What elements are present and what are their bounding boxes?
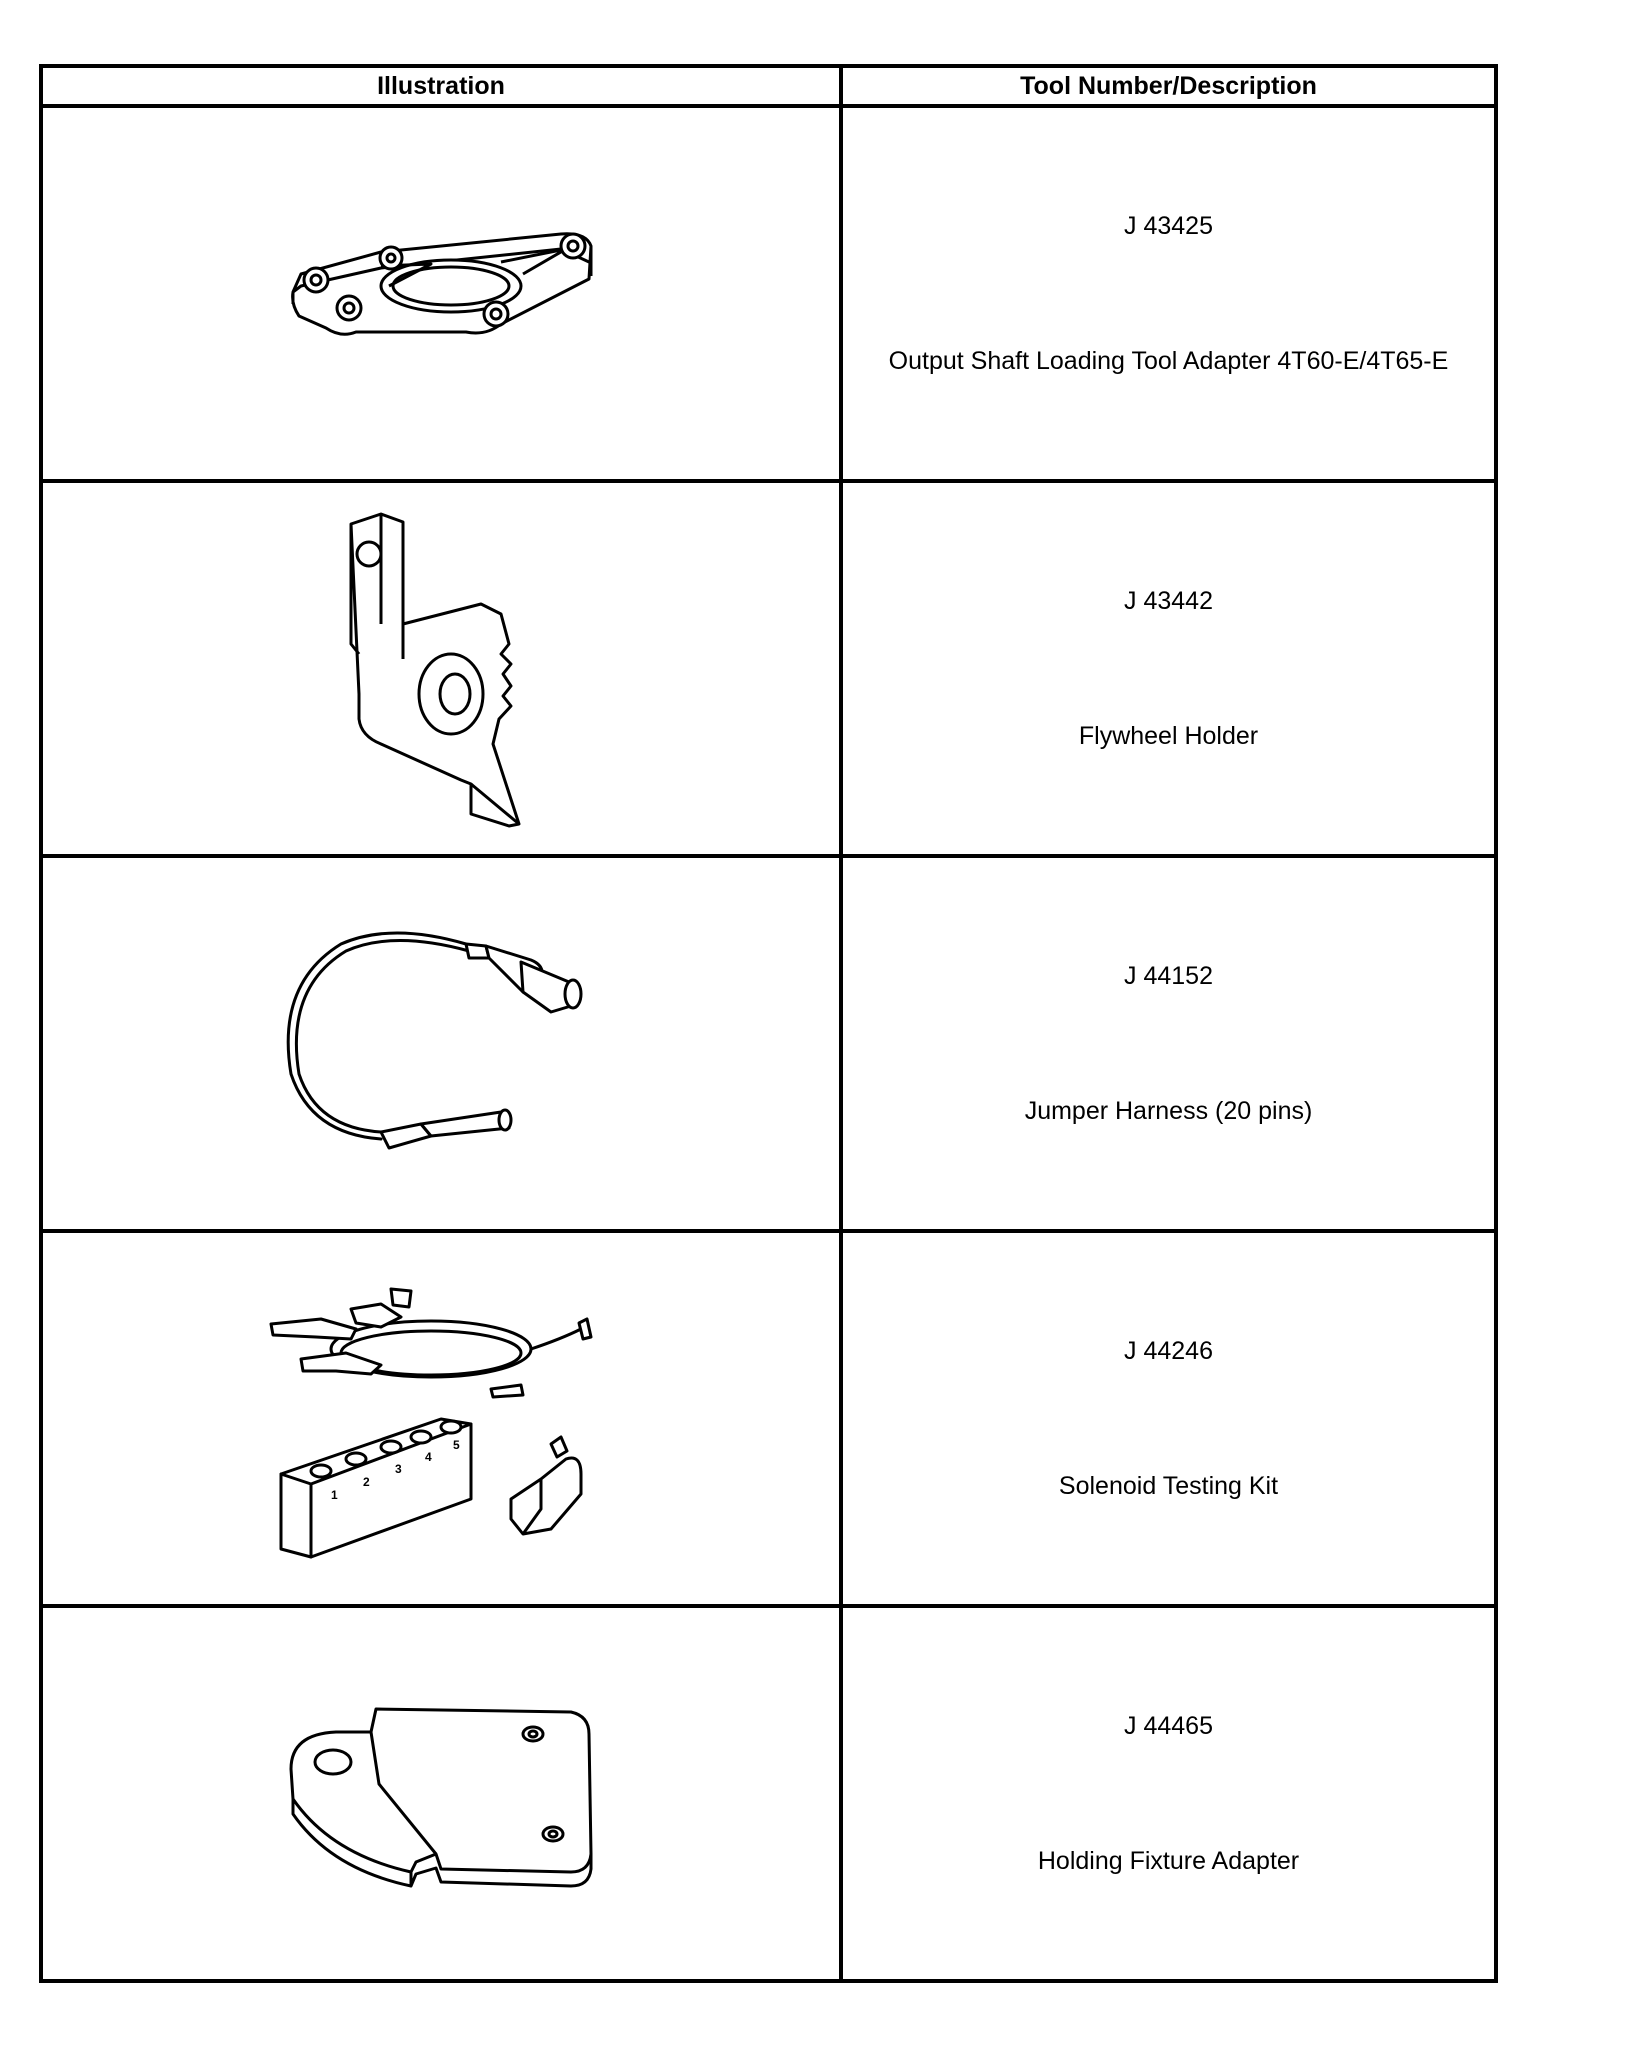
header-tool-description: Tool Number/Description (841, 66, 1496, 106)
tool-number: J 44152 (1124, 961, 1213, 990)
block-number-label: 1 (331, 1487, 338, 1502)
illustration-cell (41, 1606, 841, 1981)
tool-name: Solenoid Testing Kit (1058, 1471, 1279, 1500)
description-cell (841, 106, 1496, 481)
block-number-label: 5 (453, 1437, 460, 1452)
description-cell (841, 1606, 1496, 1981)
holding-fixture-adapter-icon (271, 1694, 611, 1894)
description-cell (841, 856, 1496, 1231)
table-row (41, 856, 1496, 1231)
tool-name: Jumper Harness (20 pins) (1024, 1096, 1313, 1125)
table-row (41, 481, 1496, 856)
special-tools-table (39, 64, 1498, 1983)
tool-number: J 44246 (1124, 1336, 1213, 1365)
table-header-row (41, 66, 1496, 106)
tool-number: J 44465 (1124, 1711, 1213, 1740)
table-row (41, 106, 1496, 481)
illustration-cell (41, 481, 841, 856)
tool-number: J 43425 (1124, 211, 1213, 240)
description-cell (841, 481, 1496, 856)
block-number-label: 2 (363, 1474, 370, 1489)
adapter-plate-icon (261, 224, 621, 364)
solenoid-testing-kit-icon (261, 1279, 621, 1559)
jumper-harness-icon (271, 914, 611, 1174)
tool-name: Holding Fixture Adapter (1037, 1846, 1300, 1875)
illustration-cell (41, 1231, 841, 1606)
description-cell (841, 1231, 1496, 1606)
block-number-label: 4 (425, 1449, 432, 1464)
tool-name: Flywheel Holder (1078, 721, 1259, 750)
tool-number: J 43442 (1124, 586, 1213, 615)
table-row (41, 1231, 1496, 1606)
flywheel-holder-icon (331, 504, 551, 834)
table-row (41, 1606, 1496, 1981)
block-number-label: 3 (395, 1461, 402, 1476)
tool-name: Output Shaft Loading Tool Adapter 4T60-E/4T65-E (888, 346, 1449, 375)
illustration-cell (41, 106, 841, 481)
illustration-cell (41, 856, 841, 1231)
header-illustration: Illustration (41, 66, 841, 106)
